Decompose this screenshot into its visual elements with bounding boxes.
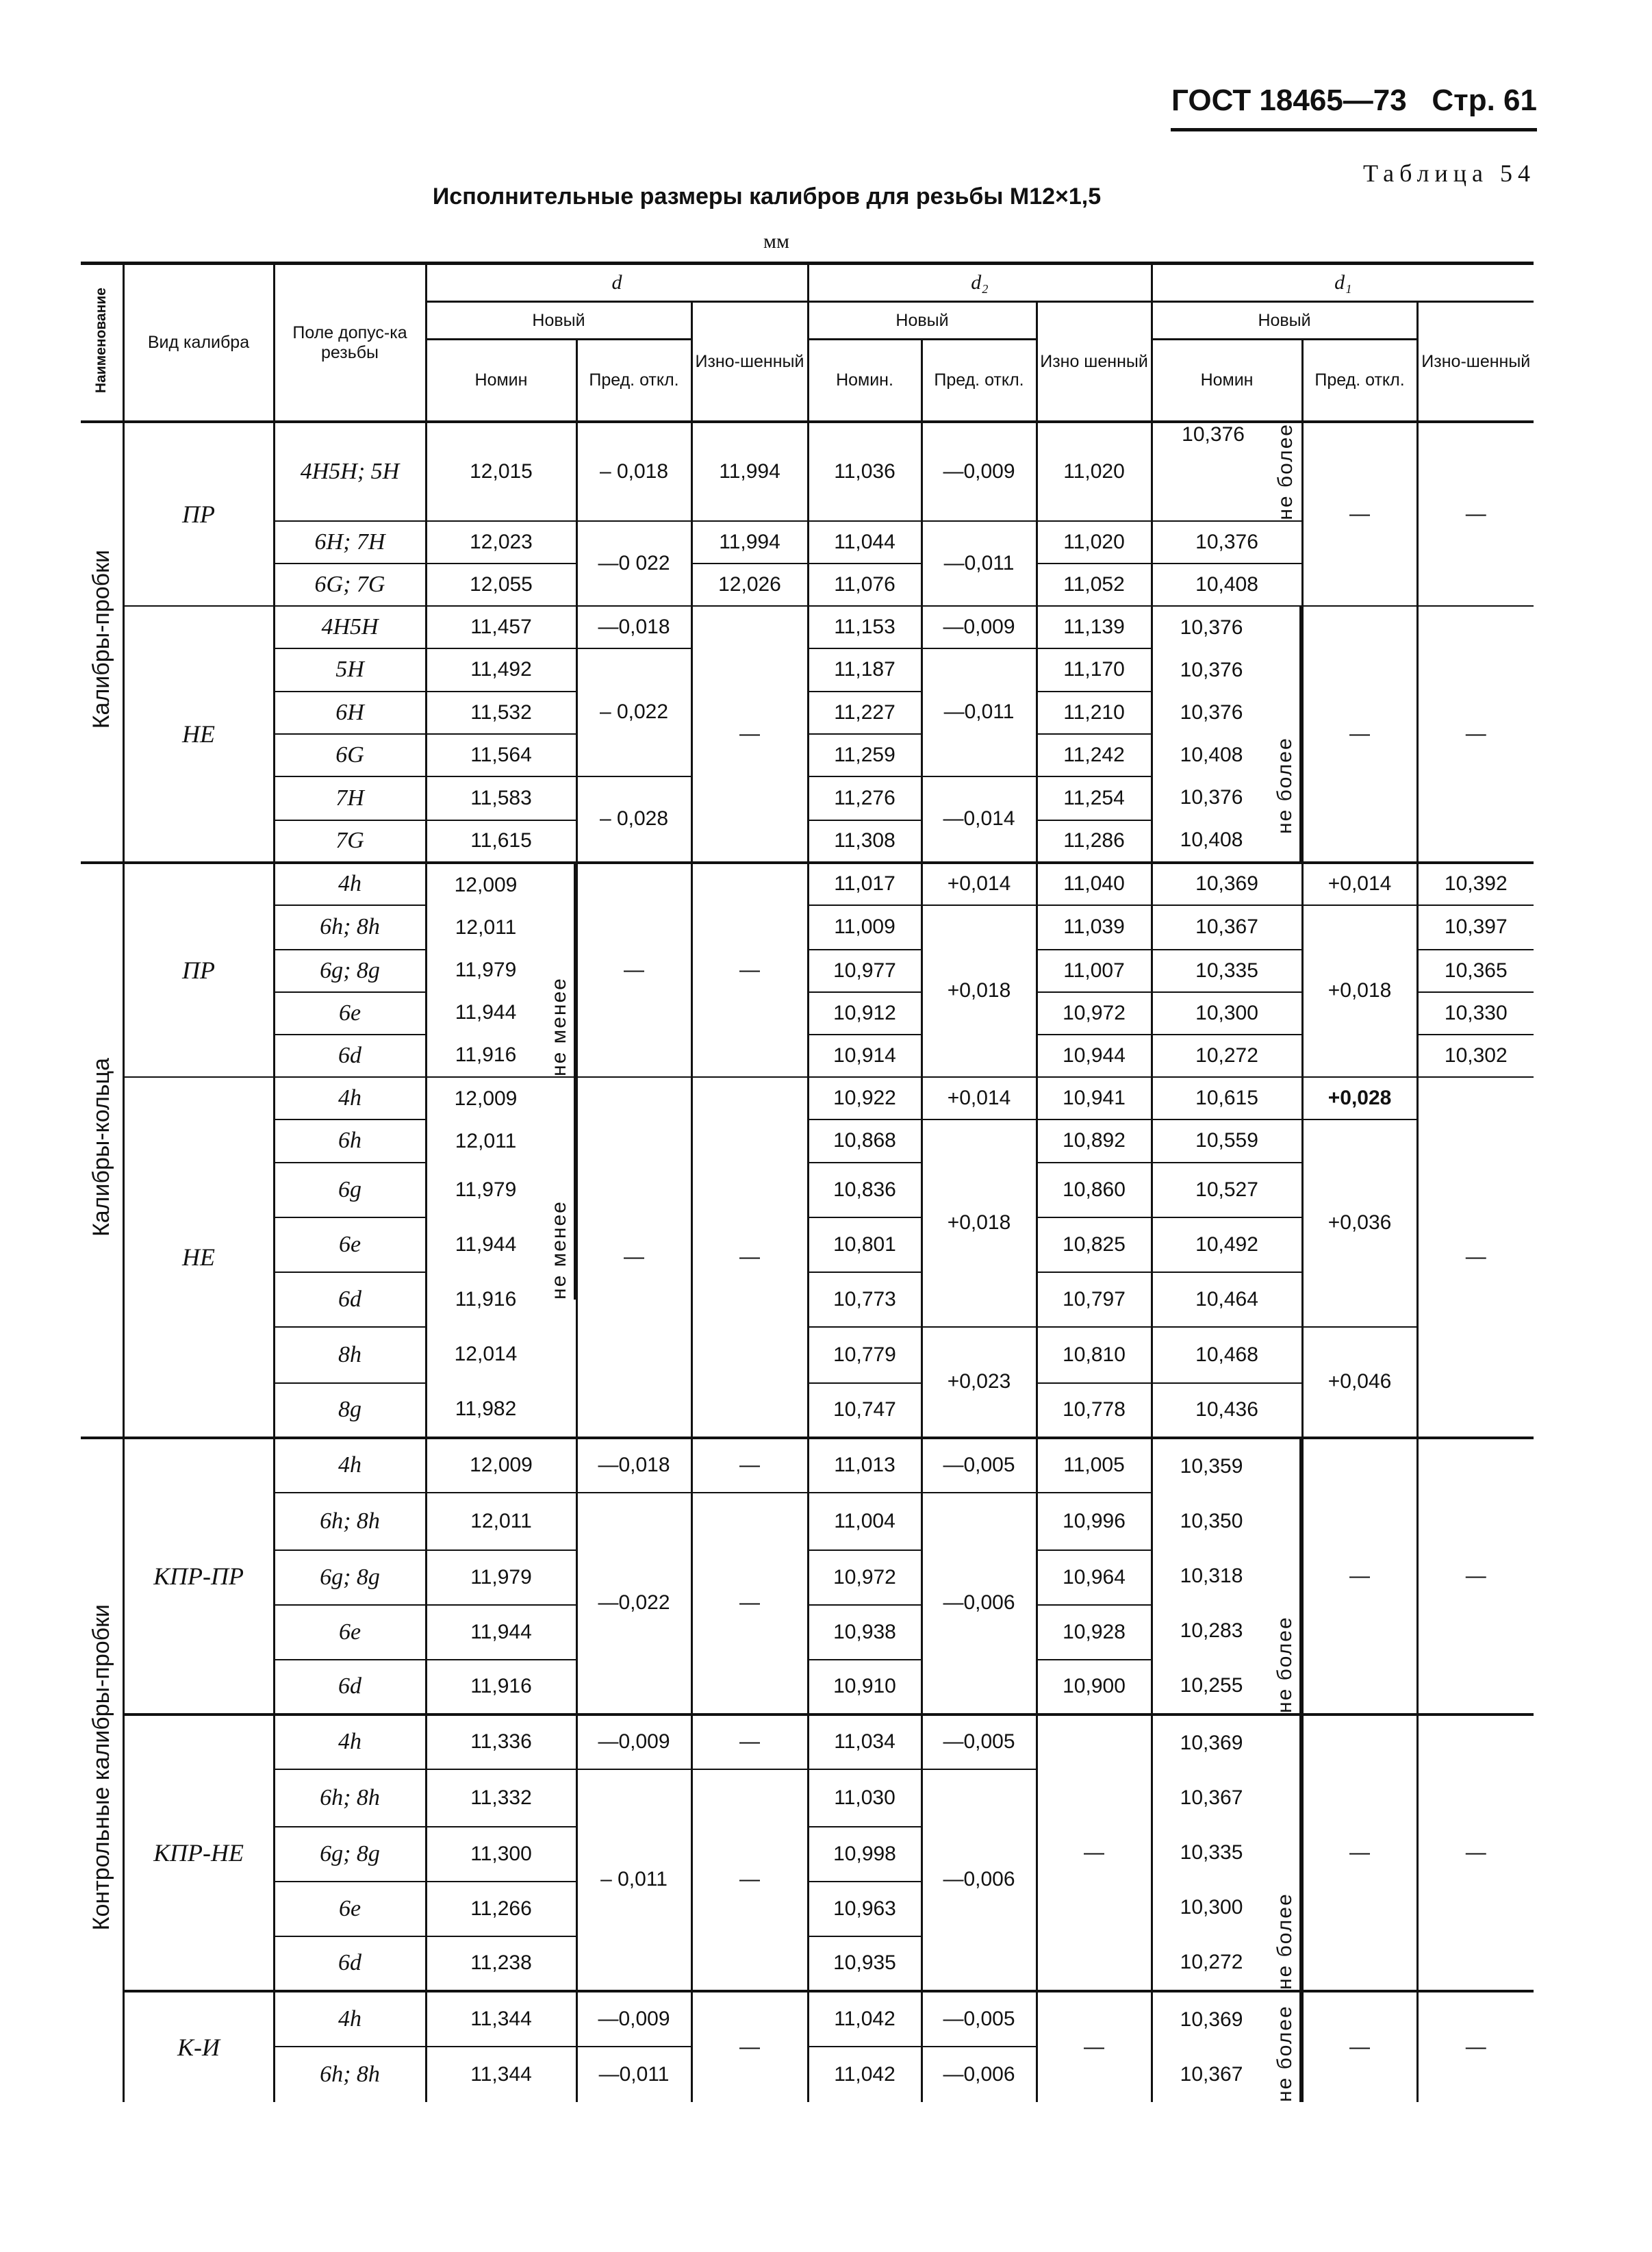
d-dev: – 0,011 [576,1769,691,1991]
d1-worn: 10,397 [1417,905,1534,950]
field-cell: 6h; 8h [274,1493,426,1550]
table-number: Таблица 54 [1363,160,1536,187]
d-nom: 12,011 [426,1493,576,1550]
field-cell: 6e [274,1217,426,1272]
d1-nom: 10,527 [1152,1163,1302,1217]
d2-nom: 11,013 [808,1438,922,1493]
d-nom: 12,009 [426,1438,576,1493]
d2-dev: —0,005 [922,1991,1037,2047]
field-cell: 4H5H; 5H [274,422,426,521]
field-cell: 6g; 8g [274,1827,426,1882]
d1-worn: 10,365 [1417,950,1534,992]
header-field: Поле допус-ка резьбы [274,264,426,422]
d-dev: – 0,028 [576,776,691,863]
gauge-table [81,262,1534,2102]
field-cell: 5H [274,648,426,692]
field-cell: 6e [274,992,426,1035]
d1-nom: 10,436 [1152,1383,1302,1438]
d2-nom: 10,836 [808,1163,922,1217]
field-cell: 6h; 8h [274,1769,426,1827]
d-nom: 11,492 [426,648,576,692]
field-cell: 6h; 8h [274,2047,426,2102]
header-d1-dev: Пред. откл. [1302,340,1417,422]
d1-nom: 10,376 [1152,521,1302,564]
field-cell: 6d [274,1035,426,1077]
d1-nom: 10,300 [1152,992,1302,1035]
d2-nom: 11,276 [808,776,922,820]
d1-nom: 10,376 не более [1152,422,1302,521]
d2-dev: —0,005 [922,1438,1037,1493]
table-row [81,1327,1534,1383]
d2-nom: 10,868 [808,1119,922,1163]
d2-dev: —0,006 [922,1769,1037,1991]
d1-nom-group: 10,376 10,376 10,376 10,408 10,376 10,408 не более [1152,606,1302,863]
d-worn: — [691,1077,808,1438]
d2-dev: —0,009 [922,422,1037,521]
d2-worn: 10,941 [1037,1077,1152,1119]
d-nom: 11,238 [426,1936,576,1991]
d1-nom: 10,335 [1152,950,1302,992]
table-row [81,1715,1534,1769]
d2-worn: — [1037,1715,1152,1991]
d2-worn: 10,944 [1037,1035,1152,1077]
field-cell: 6H; 7H [274,521,426,564]
note-not-less: не менее [545,864,576,1076]
d-dev: —0,018 [576,1438,691,1493]
d-dev: – 0,022 [576,648,691,777]
d2-nom: 10,977 [808,950,922,992]
table-title: Исполнительные размеры калибров для резьбы М12×1,5 [432,184,1102,210]
page-header [1171,84,1537,131]
d2-worn: 11,020 [1037,521,1152,564]
d-worn: — [691,863,808,1077]
d-worn: — [691,1769,808,1991]
d2-dev: —0,011 [922,648,1037,777]
field-cell: 6d [274,1660,426,1715]
d2-nom: 10,910 [808,1660,922,1715]
d2-worn: 11,254 [1037,776,1152,820]
d-nom: 11,457 [426,606,576,648]
standard-number: ГОСТ 18465—73 [1171,84,1407,117]
d2-nom: 10,922 [808,1077,922,1119]
field-cell: 6g [274,1163,426,1217]
field-cell: 6g; 8g [274,950,426,992]
d2-nom: 10,779 [808,1327,922,1383]
d2-worn: 11,020 [1037,422,1152,521]
d2-dev: —0,006 [922,1493,1037,1715]
d1-worn: 10,302 [1417,1035,1534,1077]
d2-dev: +0,014 [922,1077,1037,1119]
field-cell: 4h [274,1715,426,1769]
d-nom: 11,332 [426,1769,576,1827]
header-kind: Вид калибра [123,264,274,422]
kind-pr: ПР [123,863,274,1077]
d2-worn: 10,964 [1037,1550,1152,1605]
header-d-new: Новый [426,302,691,340]
d1-dev: — [1302,1438,1417,1715]
header-d1-nom: Номин [1152,340,1302,422]
d2-worn: 11,170 [1037,648,1152,692]
d2-worn: — [1037,1991,1152,2102]
d2-worn: 11,005 [1037,1438,1152,1493]
d2-worn: 11,242 [1037,734,1152,776]
d-dev: – 0,018 [576,422,691,521]
d2-nom: 10,935 [808,1936,922,1991]
d1-nom: 10,492 [1152,1217,1302,1272]
d-nom: 11,344 [426,1991,576,2047]
d2-nom: 10,998 [808,1827,922,1882]
group-label-plugs: Калибры-пробки [81,422,123,863]
kind-kpr-pr: КПР-ПР [123,1438,274,1715]
header-d-nom: Номин [426,340,576,422]
d2-worn: 11,286 [1037,820,1152,863]
note-not-more: не более [1271,1992,1301,2102]
field-cell: 6G [274,734,426,776]
d2-worn: 10,996 [1037,1493,1152,1550]
header-d2: d₂ [808,264,1152,302]
d1-dev: +0,036 [1302,1119,1417,1328]
header-d2-worn: Изно шенный [1037,302,1152,422]
d1-dev: +0,014 [1302,863,1417,905]
d2-worn: 10,892 [1037,1119,1152,1163]
table-row [81,863,1534,905]
d1-worn: — [1417,1077,1534,1438]
d2-nom: 11,030 [808,1769,922,1827]
d2-nom: 11,009 [808,905,922,950]
field-cell: 6g; 8g [274,1550,426,1605]
header-d1-new: Новый [1152,302,1417,340]
d1-worn: 10,330 [1417,992,1534,1035]
d2-nom: 11,187 [808,648,922,692]
d1-nom-group: 10,359 10,350 10,318 10,283 10,255 не более [1152,1438,1302,1715]
d-dev: — [576,1077,691,1438]
table-row [81,905,1534,950]
d-nom: 12,023 [426,521,576,564]
field-cell: 8g [274,1383,426,1438]
unit-label: мм [763,230,789,253]
field-cell: 7H [274,776,426,820]
d-nom-group: 12,009 12,011 11,979 11,944 11,916 12,014 11,982 не менее [426,1077,576,1438]
d-nom: 12,055 [426,564,576,606]
d-worn: — [691,606,808,863]
d2-worn: 11,052 [1037,564,1152,606]
field-cell: 4h [274,1991,426,2047]
d-worn: — [691,1715,808,1769]
field-cell: 4h [274,1077,426,1119]
d-dev: —0,022 [576,1493,691,1715]
d2-nom: 11,227 [808,692,922,734]
d2-nom: 10,747 [808,1383,922,1438]
table-row [81,1438,1534,1493]
d-worn: 11,994 [691,422,808,521]
d1-nom-group: 10,369 10,367 10,335 10,300 10,272 не более [1152,1715,1302,1991]
field-cell: 6h; 8h [274,905,426,950]
header-d2-nom: Номин. [808,340,922,422]
d-worn: — [691,1493,808,1715]
d2-dev: —0,011 [922,521,1037,606]
d2-nom: 10,914 [808,1035,922,1077]
field-cell: 7G [274,820,426,863]
header-d1: d₁ [1152,264,1534,302]
d1-dev: +0,018 [1302,905,1417,1077]
field-cell: 6e [274,1605,426,1660]
header-d: d [426,264,808,302]
field-cell: 6H [274,692,426,734]
note-not-more: не более [1271,1716,1301,1990]
group-label-rings: Калибры-кольца [81,863,123,1438]
d-dev: —0,011 [576,2047,691,2102]
table-row [81,1991,1534,2047]
d1-worn: — [1417,1715,1534,1991]
d2-worn: 11,040 [1037,863,1152,905]
d2-nom: 10,773 [808,1272,922,1327]
d2-nom: 11,153 [808,606,922,648]
d-nom-group: 12,009 12,011 11,979 11,944 11,916 не менее [426,863,576,1077]
d-nom: 11,916 [426,1660,576,1715]
field-cell: 4h [274,863,426,905]
d2-worn: 10,810 [1037,1327,1152,1383]
table-row [81,422,1534,521]
d-nom: 11,266 [426,1882,576,1936]
d1-nom: 10,615 [1152,1077,1302,1119]
d2-nom: 11,308 [808,820,922,863]
d1-dev: — [1302,606,1417,863]
d-nom: 11,944 [426,1605,576,1660]
d2-worn: 10,778 [1037,1383,1152,1438]
note-not-more: не более [1271,1439,1301,1713]
d1-dev: +0,046 [1302,1327,1417,1438]
d1-worn: — [1417,1991,1534,2102]
d1-nom: 10,559 [1152,1119,1302,1163]
d2-worn: 11,039 [1037,905,1152,950]
d-nom: 11,300 [426,1827,576,1882]
d2-dev: —0,014 [922,776,1037,863]
d-worn: — [691,1438,808,1493]
d2-worn: 10,928 [1037,1605,1152,1660]
d-worn: 12,026 [691,564,808,606]
d2-worn: 10,900 [1037,1660,1152,1715]
d2-worn: 10,797 [1037,1272,1152,1327]
note-not-less: не менее [545,1078,576,1300]
d2-worn: 11,007 [1037,950,1152,992]
header-d1-worn: Изно-шенный [1417,302,1534,422]
d2-nom: 11,017 [808,863,922,905]
d2-worn: 10,860 [1037,1163,1152,1217]
header-d-worn: Изно-шенный [691,302,808,422]
d-nom: 11,583 [426,776,576,820]
d2-dev: —0,005 [922,1715,1037,1769]
d1-nom: 10,464 [1152,1272,1302,1327]
d2-nom: 11,259 [808,734,922,776]
header-d2-new: Новый [808,302,1037,340]
field-cell: 6d [274,1936,426,1991]
header-d2-dev: Пред. откл. [922,340,1037,422]
d2-dev: —0,006 [922,2047,1037,2102]
d-dev: — [576,863,691,1077]
d2-nom: 11,036 [808,422,922,521]
d-dev: —0,009 [576,1715,691,1769]
d-dev: —0 022 [576,521,691,606]
d2-nom: 11,004 [808,1493,922,1550]
d2-nom: 10,963 [808,1882,922,1936]
table-row [81,1077,1534,1119]
d-dev: —0,018 [576,606,691,648]
note-not-more: не более [1273,423,1297,520]
d-nom: 11,564 [426,734,576,776]
field-cell: 6d [274,1272,426,1327]
table-row [81,606,1534,648]
d2-worn: 11,139 [1037,606,1152,648]
d1-nom: 10,367 [1152,905,1302,950]
d-nom: 11,532 [426,692,576,734]
d1-dev: +0,028 [1302,1077,1417,1119]
group-label-control-plugs: Контрольные калибры-пробки [81,1438,123,2102]
d2-nom: 11,076 [808,564,922,606]
note-not-more: не более [1271,607,1301,861]
d1-nom: 10,408 [1152,564,1302,606]
field-cell: 4h [274,1438,426,1493]
d2-dev: +0,023 [922,1327,1037,1438]
d2-worn: 10,972 [1037,992,1152,1035]
field-cell: 6h [274,1119,426,1163]
table-row [81,1119,1534,1163]
field-cell: 6e [274,1882,426,1936]
kind-ne: НЕ [123,1077,274,1438]
header-d-dev: Пред. откл. [576,340,691,422]
d-nom: 11,344 [426,2047,576,2102]
d2-worn: 10,825 [1037,1217,1152,1272]
d2-nom: 10,938 [808,1605,922,1660]
d-nom: 12,015 [426,422,576,521]
d1-dev: — [1302,422,1417,606]
d1-worn: — [1417,606,1534,863]
d-dev: —0,009 [576,1991,691,2047]
d2-nom: 10,912 [808,992,922,1035]
d2-nom: 10,972 [808,1550,922,1605]
d1-worn: 10,392 [1417,863,1534,905]
field-cell: 6G; 7G [274,564,426,606]
d-nom: 11,979 [426,1550,576,1605]
d2-nom: 11,034 [808,1715,922,1769]
d2-dev: —0,009 [922,606,1037,648]
d-nom: 11,615 [426,820,576,863]
d2-worn: 11,210 [1037,692,1152,734]
d2-nom: 10,801 [808,1217,922,1272]
d2-dev: +0,018 [922,905,1037,1077]
d-worn: 11,994 [691,521,808,564]
d2-nom: 11,044 [808,521,922,564]
d-worn: — [691,1991,808,2102]
d1-dev: — [1302,1991,1417,2102]
d1-worn: — [1417,422,1534,606]
d1-dev: — [1302,1715,1417,1991]
field-cell: 8h [274,1327,426,1383]
kind-pr: ПР [123,422,274,606]
d2-dev: +0,018 [922,1119,1037,1328]
page-number: Стр. 61 [1432,84,1537,117]
d2-dev: +0,014 [922,863,1037,905]
d-nom: 11,336 [426,1715,576,1769]
d1-nom: 10,272 [1152,1035,1302,1077]
d1-nom: 10,468 [1152,1327,1302,1383]
header-name: Наименование [81,264,123,422]
kind-ne: НЕ [123,606,274,863]
d1-nom: 10,369 [1152,863,1302,905]
d2-nom: 11,042 [808,2047,922,2102]
d1-nom-group: 10,369 10,367 не более [1152,1991,1302,2102]
kind-k-i: К-И [123,1991,274,2102]
kind-kpr-ne: КПР-НЕ [123,1715,274,1991]
d1-worn: — [1417,1438,1534,1715]
d2-nom: 11,042 [808,1991,922,2047]
field-cell: 4H5H [274,606,426,648]
